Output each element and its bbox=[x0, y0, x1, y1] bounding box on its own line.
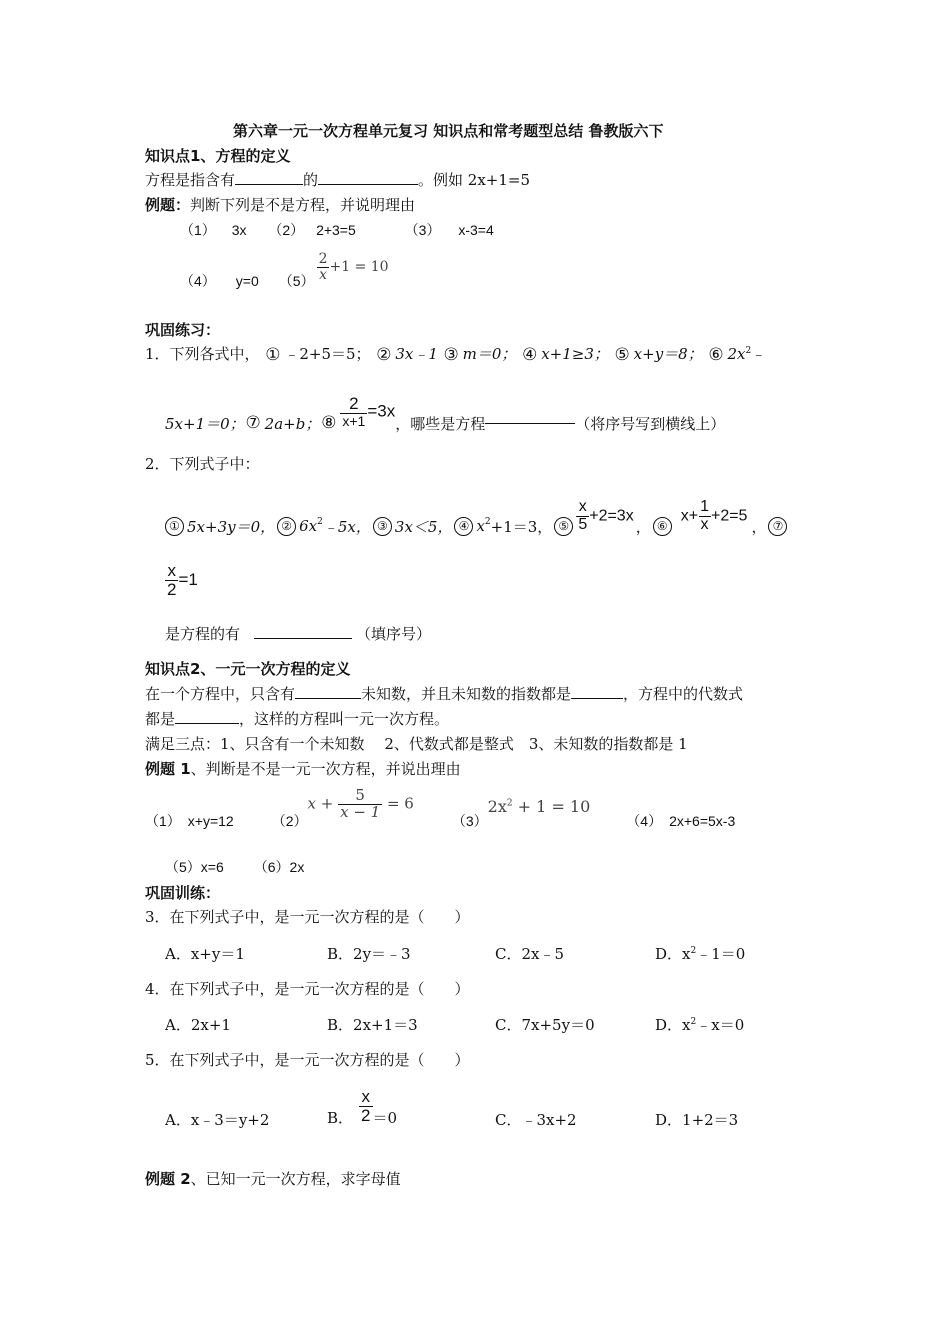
answer-blank bbox=[254, 638, 352, 639]
frac-den: 5 bbox=[578, 515, 588, 533]
expr: ﹣1＝0 bbox=[696, 945, 746, 963]
blank bbox=[318, 184, 418, 185]
frac-num: x bbox=[578, 497, 587, 515]
option-label: B． bbox=[327, 1108, 354, 1127]
kp1-def-c: 。例如 2x+1=5 bbox=[418, 171, 531, 189]
answer-tail: （填序号） bbox=[356, 625, 432, 643]
expr: ﹣x＝0 bbox=[696, 1016, 745, 1034]
frac-num: 2 bbox=[318, 250, 328, 267]
q3-stem: 3．在下列式子中，是一元一次方程的是（ ） bbox=[145, 908, 470, 926]
superscript: 2 bbox=[690, 1017, 697, 1027]
blank bbox=[295, 698, 361, 699]
kp1-definition bbox=[145, 169, 530, 190]
frac-num: 1 bbox=[700, 497, 709, 515]
q2-line1 bbox=[165, 488, 790, 544]
frac-den: x − 1 bbox=[340, 802, 381, 821]
expr: m＝0； bbox=[462, 345, 517, 363]
kp2-def-line2 bbox=[145, 708, 449, 729]
frac-rest: =3x bbox=[367, 401, 396, 421]
kp2-example bbox=[145, 758, 461, 779]
item-label: （2） bbox=[268, 222, 305, 238]
frac-pre: x + bbox=[307, 794, 339, 812]
fraction-expr bbox=[340, 395, 395, 429]
example-text: 、判断是不是一元一次方程，并说出理由 bbox=[190, 760, 461, 778]
q1-tail2: （将序号写到横线上） bbox=[575, 414, 726, 433]
comma: ， bbox=[751, 517, 767, 536]
kp2-items-row1 bbox=[145, 784, 735, 836]
kp1-items-row1 bbox=[180, 220, 494, 240]
expr: D．x bbox=[655, 1016, 691, 1034]
superscript: 2 bbox=[690, 946, 697, 956]
circled-number: ⑥ bbox=[653, 517, 672, 536]
q4-stem: 4．在下列式子中，是一元一次方程的是（ ） bbox=[145, 980, 470, 998]
fraction-expr bbox=[307, 785, 414, 821]
expr: 5x+3y＝0， bbox=[187, 517, 276, 536]
page-title: 第六章一元一次方程单元复习 知识点和常考题型总结 鲁教版六下 bbox=[233, 122, 664, 140]
q5-stem: 5．在下列式子中，是一元一次方程的是（ ） bbox=[145, 1051, 470, 1069]
q1-line2 bbox=[165, 388, 725, 436]
frac-rest: = 6 bbox=[382, 794, 414, 812]
text: ，这样的方程叫一元一次方程。 bbox=[239, 710, 450, 728]
circled-number: ⑧ bbox=[321, 412, 337, 433]
expr: x+1≥3； bbox=[541, 345, 609, 363]
blank bbox=[235, 184, 303, 185]
circled-number: ② bbox=[277, 517, 296, 536]
circled-number: ③ bbox=[443, 344, 459, 365]
kp1-def-a: 方程是指含有 bbox=[145, 171, 236, 189]
blank bbox=[571, 698, 623, 699]
frac-num: x bbox=[361, 1086, 371, 1106]
example-text: 判断下列是不是方程，并说明理由 bbox=[190, 196, 416, 214]
expr: 2a+b； bbox=[264, 414, 321, 433]
q4-option-d bbox=[655, 1014, 744, 1035]
expr: ﹣5x， bbox=[322, 517, 371, 536]
expr: + 1 = 10 bbox=[512, 796, 591, 816]
frac-num: 5 bbox=[355, 785, 365, 804]
circled-number: ⑦ bbox=[768, 517, 787, 536]
q4-option-a: A．2x+1 bbox=[165, 1016, 231, 1034]
text: 在一个方程中，只含有 bbox=[145, 685, 296, 703]
expr: 5x+1＝0； bbox=[165, 414, 245, 433]
answer-blank bbox=[485, 423, 575, 424]
circled-number: ① bbox=[265, 344, 281, 365]
q4-option-c: C．7x+5y＝0 bbox=[495, 1016, 595, 1034]
example-label: 例题 2 bbox=[145, 1170, 191, 1188]
item-expr: 3x bbox=[231, 222, 247, 238]
item-label: （4） bbox=[180, 273, 216, 289]
circled-number: ⑤ bbox=[554, 517, 573, 536]
q1-line1 bbox=[145, 343, 766, 364]
frac-num: 2 bbox=[349, 394, 359, 414]
item-expr: y=0 bbox=[235, 273, 259, 289]
practice2-heading: 巩固训练： bbox=[145, 884, 221, 902]
frac-num: x bbox=[167, 561, 176, 580]
q5-option-d: D．1+2＝3 bbox=[655, 1111, 739, 1129]
frac-rest: +2=3x bbox=[589, 507, 634, 525]
item-label: （3） bbox=[451, 813, 488, 829]
circled-number: ⑤ bbox=[614, 344, 630, 365]
q5-option-c: C．﹣3x+2 bbox=[495, 1111, 577, 1129]
circled-number: ④ bbox=[522, 344, 538, 365]
text: ，方程中的代数式 bbox=[623, 685, 744, 703]
circled-number: ⑥ bbox=[708, 344, 724, 365]
superscript: 2 bbox=[317, 517, 323, 527]
superscript: 2 bbox=[506, 798, 513, 809]
comma: ， bbox=[635, 517, 651, 536]
kp1-def-b: 的 bbox=[303, 171, 319, 189]
item-label: （1） bbox=[180, 222, 216, 238]
fraction-expr bbox=[576, 499, 633, 534]
expr: 2x bbox=[487, 796, 507, 816]
q3-option-c: C．2x﹣5 bbox=[495, 945, 565, 963]
blank bbox=[175, 723, 239, 724]
frac-den: 2 bbox=[167, 579, 177, 599]
item-expr: 2+3=5 bbox=[316, 222, 356, 238]
expr: 3x﹣1 bbox=[395, 345, 438, 363]
item: （4） 2x+6=5x-3 bbox=[626, 813, 736, 829]
frac-rest: =1 bbox=[178, 569, 198, 589]
expr: ﹣ bbox=[751, 345, 767, 363]
text: 未知数，并且未知数的指数都是 bbox=[361, 685, 572, 703]
frac-den: x bbox=[700, 515, 709, 533]
q3-option-a: A．x+y＝1 bbox=[165, 945, 245, 963]
expr: x+y＝8； bbox=[633, 345, 703, 363]
q2-answer bbox=[165, 623, 431, 644]
expr: D．x bbox=[655, 945, 691, 963]
frac-rest: +2=5 bbox=[710, 507, 748, 525]
expr: x bbox=[476, 517, 485, 535]
kp2-items-row2 bbox=[165, 857, 304, 877]
item: （5）x=6 bbox=[165, 859, 224, 875]
item-label: （3） bbox=[404, 222, 441, 238]
item-expr: x-3=4 bbox=[458, 222, 494, 238]
superscript: 2 bbox=[484, 517, 491, 527]
circled-number: ② bbox=[376, 344, 392, 365]
frac-pre: x+ bbox=[680, 507, 699, 525]
example2 bbox=[145, 1168, 401, 1189]
frac-rest: +1 = 10 bbox=[329, 259, 389, 275]
example-label: 例题： bbox=[145, 196, 191, 214]
kp1-example bbox=[145, 194, 415, 215]
example-label: 例题 1 bbox=[145, 760, 191, 778]
expr: +1＝3， bbox=[490, 517, 553, 536]
item: （1） x+y=12 bbox=[145, 813, 234, 829]
item-label: （2） bbox=[271, 813, 308, 829]
q1-tail: ，哪些是方程 bbox=[395, 414, 486, 433]
expr bbox=[488, 797, 591, 816]
expr: 3x＜5， bbox=[394, 517, 453, 536]
expr: ﹣2+5＝5； bbox=[284, 345, 371, 363]
superscript: 2 bbox=[745, 346, 752, 356]
answer-label: 是方程的有 bbox=[165, 625, 241, 643]
circled-number: ⑦ bbox=[245, 412, 261, 433]
fraction-expr bbox=[681, 499, 748, 534]
q3-option-d bbox=[655, 943, 745, 964]
expr: 2x bbox=[727, 345, 746, 363]
q3-option-b: B．2y＝﹣3 bbox=[327, 945, 411, 963]
q5-option-b bbox=[327, 1082, 397, 1130]
item-label: （5） bbox=[278, 273, 315, 289]
frac-den: 2 bbox=[361, 1105, 371, 1125]
practice1-heading: 巩固练习： bbox=[145, 321, 221, 339]
kp2-heading: 知识点2、一元一次方程的定义 bbox=[145, 660, 351, 678]
item: （6）2x bbox=[253, 859, 305, 875]
circled-number: ③ bbox=[373, 517, 392, 536]
frac-den: x bbox=[319, 266, 327, 283]
kp2-three-points: 满足三点：1、只含有一个未知数 2、代数式都是整式 3、未知数的指数都是 1 bbox=[145, 735, 688, 753]
example-text: 、已知一元一次方程，求字母值 bbox=[190, 1170, 401, 1188]
text: 都是 bbox=[145, 710, 176, 728]
fraction-expr bbox=[317, 252, 389, 282]
frac-rest: ＝0 bbox=[372, 1108, 398, 1127]
kp2-def-line1 bbox=[145, 683, 743, 704]
q4-option-b: B．2x+1＝3 bbox=[327, 1016, 418, 1034]
kp1-heading: 知识点1、方程的定义 bbox=[145, 147, 291, 165]
circled-number: ④ bbox=[454, 517, 473, 536]
frac-den: x+1 bbox=[342, 413, 366, 430]
circled-number: ① bbox=[165, 517, 184, 536]
expr: 6x bbox=[299, 517, 318, 535]
q1-lead: 1．下列各式中， bbox=[145, 345, 260, 363]
q5-option-a: A．x﹣3＝y+2 bbox=[165, 1111, 270, 1129]
kp1-items-row2 bbox=[180, 243, 389, 291]
q2-frac7 bbox=[165, 562, 198, 599]
q2-lead: 2．下列式子中： bbox=[145, 455, 260, 473]
